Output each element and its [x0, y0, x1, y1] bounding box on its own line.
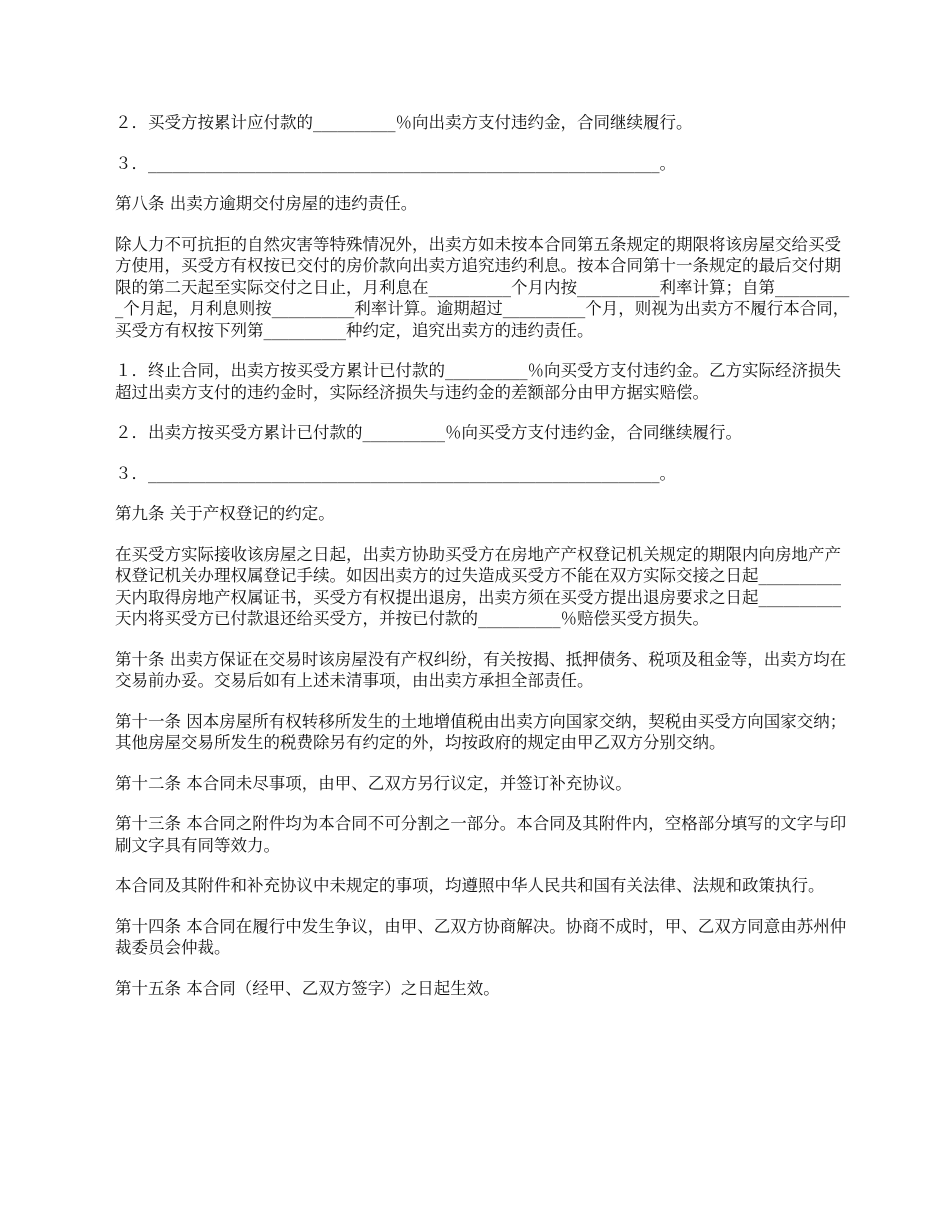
clause-11: 第十一条 因本房屋所有权转移所发生的土地增值税由出卖方向国家交纳，契税由买受方向国家交纳；其他房屋交易所发生的税费除另有约定的外，均按政府的规定由甲乙双方分别交纳。 — [115, 711, 847, 752]
clause-14: 第十四条 本合同在履行中发生争议，由甲、乙双方协商解决。协商不成时，甲、乙双方同意由苏州仲裁委员会仲裁。 — [115, 916, 847, 957]
clause-7-item-2: ２．买受方按累计应付款的__________％向出卖方支付违约金，合同继续履行。 — [115, 113, 693, 132]
clause-15: 第十五条 本合同（经甲、乙双方签字）之日起生效。 — [115, 978, 500, 998]
clause-8-item-1: １．终止合同，出卖方按买受方累计已付款的__________％向买受方支付违约金。乙方实际经济损失超过出卖方支付的违约金时，实际经济损失与违约金的差额部分由甲方据实赔偿。 — [115, 361, 841, 402]
clause-9-body: 在买受方实际接收该房屋之日起，出卖方协助买受方在房地产产权登记机关规定的期限内向房地产产权登记机关办理权属登记手续。如因出卖方的过失造成买受方不能在双方实际交接之日起__________天内取得房地产权属证书，买受方有权提出退房，出卖方须在买受方提出退房要求之日起__________天内将买受方已付款退还给买受方，并按已付款的__________％赔偿买受方损失。 — [115, 544, 841, 628]
clause-10: 第十条 出卖方保证在交易时该房屋没有产权纠纷，有关按揭、抵押债务、税项及租金等，出卖方均在交易前办妥。交易后如有上述未清事项，由出卖方承担全部责任。 — [115, 649, 847, 690]
clause-13-supplement: 本合同及其附件和补充协议中未规定的事项，均遵照中华人民共和国有关法律、法规和政策执行。 — [115, 876, 825, 895]
clause-8-body: 除人力不可抗拒的自然灾害等特殊情况外，出卖方如未按本合同第五条规定的期限将该房屋交给买受方使用，买受方有权按已交付的房价款向出卖方追究违约利息。按本合同第十一条规定的最后交付期限的第二天起至实际交付之日止，月利息在__________个月内按__________利率计算；自第__________个月起，月利息则按__________利率计算。逾期超过__________个月，则视为出卖方不履行本合同，买受方有权按下列第__________种约定，追究出卖方的违约责任。 — [115, 234, 850, 340]
clause-8-item-3: ３．______________________________________________________________。 — [115, 463, 676, 483]
clause-13: 第十三条 本合同之附件均为本合同不可分割之一部分。本合同及其附件内，空格部分填写的文字与印刷文字具有同等效力。 — [115, 814, 847, 855]
clause-7-item-3: ３．______________________________________________________________。 — [115, 153, 676, 173]
clause-9-heading: 第九条 关于产权登记的约定。 — [115, 504, 335, 523]
clause-12: 第十二条 本合同未尽事项，由甲、乙双方另行议定，并签订补充协议。 — [115, 773, 632, 793]
clause-8-heading: 第八条 出卖方逾期交付房屋的违约责任。 — [115, 194, 418, 213]
clause-8-item-2: ２．出卖方按买受方累计已付款的__________％向买受方支付违约金，合同继续履行。 — [115, 423, 742, 442]
